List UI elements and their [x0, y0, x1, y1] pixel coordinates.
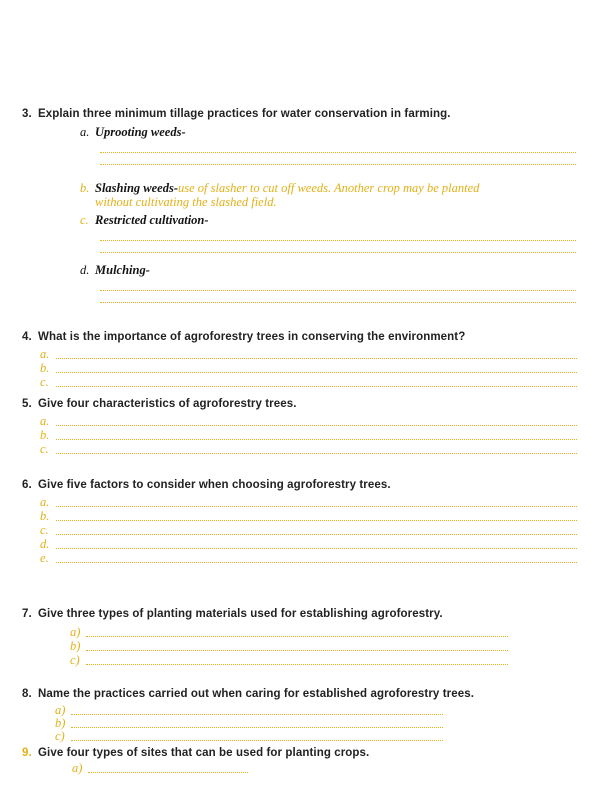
part-c — [80, 213, 582, 253]
part-b-title: Slashing weeds- — [95, 181, 179, 195]
answer-label: d. — [40, 537, 50, 551]
question-5-number: 5. — [22, 398, 32, 410]
part-c-label: c. — [80, 213, 89, 227]
answer-line — [56, 386, 577, 387]
answer-line — [56, 453, 577, 454]
part-a-row — [80, 125, 582, 140]
question-5-text: Give four characteristics of agroforestry trees. — [38, 398, 297, 410]
question-9-text: Give four types of sites that can be used for planting crops. — [38, 747, 370, 759]
answer-label: c) — [70, 653, 80, 667]
answer-row — [40, 551, 582, 565]
question-7-answers — [70, 625, 582, 667]
question-9 — [22, 746, 582, 775]
part-d-answer-lines — [100, 278, 582, 303]
answer-row — [40, 428, 582, 442]
answer-row — [40, 537, 582, 551]
part-a-label: a. — [80, 125, 90, 139]
question-8-heading — [22, 687, 582, 701]
question-4-text: What is the importance of agroforestry trees in conserving the environment? — [38, 331, 466, 343]
question-7-text: Give three types of planting materials used for establishing agroforestry. — [38, 608, 443, 620]
question-6-text: Give five factors to consider when choosing agroforestry trees. — [38, 479, 391, 491]
answer-line — [56, 358, 577, 359]
answer-row — [70, 639, 582, 653]
answer-line — [71, 740, 443, 741]
answer-line — [100, 140, 576, 153]
answer-line — [100, 153, 576, 166]
question-5-heading — [22, 397, 582, 411]
answer-row — [55, 730, 582, 743]
answer-row — [40, 442, 582, 456]
question-5 — [22, 397, 582, 456]
answer-row — [70, 625, 582, 639]
question-4-heading — [22, 330, 582, 344]
answer-line — [86, 664, 508, 665]
part-d — [80, 263, 582, 303]
answer-row — [55, 717, 582, 730]
answer-row — [70, 653, 582, 667]
part-b — [80, 181, 582, 209]
question-9-answers — [72, 762, 582, 775]
part-b-text — [95, 181, 582, 209]
part-a-title: Uprooting weeds- — [95, 125, 186, 139]
answer-line — [56, 439, 577, 440]
answer-line — [100, 228, 576, 241]
answer-line — [71, 727, 443, 728]
answer-label: b. — [40, 361, 50, 375]
question-6-number: 6. — [22, 479, 32, 491]
answer-label: c. — [40, 375, 49, 389]
answer-row — [72, 762, 582, 775]
question-3-heading — [22, 107, 582, 121]
question-7-heading — [22, 607, 582, 621]
part-c-answer-lines — [100, 228, 582, 253]
question-9-number: 9. — [22, 747, 32, 759]
question-3 — [22, 107, 582, 303]
part-b-label: b. — [80, 181, 90, 195]
answer-line — [71, 714, 443, 715]
part-c-title: Restricted cultivation- — [95, 213, 209, 227]
part-c-row — [80, 213, 582, 228]
answer-row — [40, 347, 582, 361]
answer-line — [100, 291, 576, 304]
answer-row — [40, 375, 582, 389]
question-8-number: 8. — [22, 688, 32, 700]
answer-line — [56, 372, 577, 373]
answer-line — [86, 650, 508, 651]
answer-line — [56, 425, 577, 426]
answer-label: b) — [70, 639, 81, 653]
answer-label: a) — [72, 761, 83, 775]
answer-line — [100, 241, 576, 254]
answer-label: b. — [40, 428, 50, 442]
question-5-answers — [40, 414, 582, 456]
answer-label: c. — [40, 523, 49, 537]
part-d-row — [80, 263, 582, 278]
question-6-answers — [40, 495, 582, 565]
answer-row — [40, 509, 582, 523]
answer-row — [55, 704, 582, 717]
answer-label: b. — [40, 509, 50, 523]
answer-row — [40, 495, 582, 509]
answer-line — [56, 520, 577, 521]
part-b-row — [80, 181, 582, 209]
answer-line — [56, 562, 577, 563]
question-3-parts — [80, 125, 582, 303]
answer-label: a) — [55, 703, 66, 717]
question-9-heading — [22, 746, 582, 760]
answer-line — [56, 534, 577, 535]
answer-line — [100, 278, 576, 291]
question-8 — [22, 687, 582, 743]
question-6 — [22, 478, 582, 565]
question-3-number: 3. — [22, 108, 32, 120]
answer-row — [40, 414, 582, 428]
question-7-number: 7. — [22, 608, 32, 620]
answer-label: e. — [40, 551, 49, 565]
part-d-title: Mulching- — [95, 263, 150, 277]
question-6-heading — [22, 478, 582, 492]
question-4 — [22, 330, 582, 389]
part-a-answer-lines — [100, 140, 582, 165]
answer-label: a. — [40, 495, 50, 509]
part-a — [80, 125, 582, 165]
answer-label: b) — [55, 716, 66, 730]
answer-label: a. — [40, 347, 50, 361]
question-3-text: Explain three minimum tillage practices for water conservation in farming. — [38, 108, 451, 120]
answer-label: c. — [40, 442, 49, 456]
question-4-number: 4. — [22, 331, 32, 343]
answer-line — [56, 548, 577, 549]
answer-label: c) — [55, 729, 65, 743]
question-4-answers — [40, 347, 582, 389]
part-d-label: d. — [80, 263, 90, 277]
part-b-answer-line-2: without cultivating the slashed field. — [95, 195, 277, 209]
answer-line — [56, 506, 577, 507]
answer-line — [88, 772, 248, 773]
part-b-answer-line-1: use of slasher to cut off weeds. Another crop may be planted — [178, 181, 480, 195]
answer-label: a. — [40, 414, 50, 428]
question-8-text: Name the practices carried out when caring for established agroforestry trees. — [38, 688, 474, 700]
answer-label: a) — [70, 625, 81, 639]
question-8-answers — [55, 704, 582, 743]
answer-line — [86, 636, 508, 637]
question-7 — [22, 607, 582, 667]
answer-row — [40, 361, 582, 375]
answer-row — [40, 523, 582, 537]
